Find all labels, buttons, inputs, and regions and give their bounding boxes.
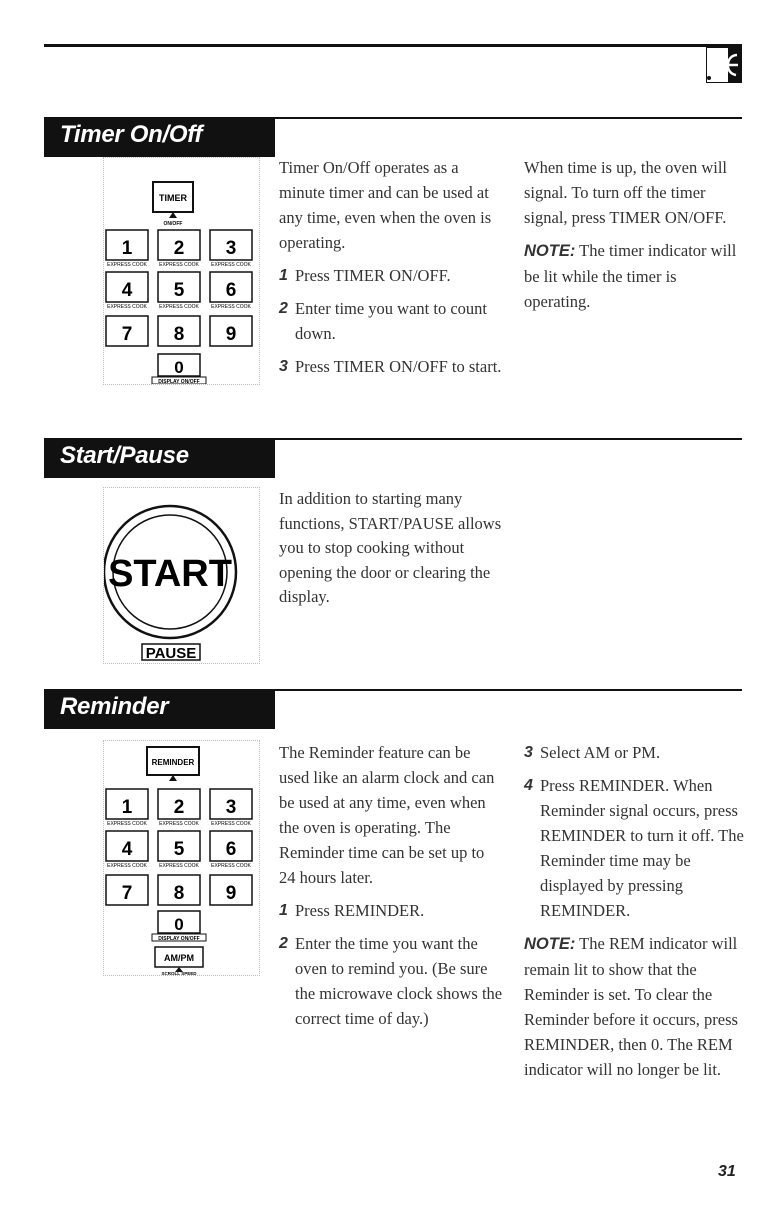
timer-digit-key-8: 8	[173, 324, 185, 345]
start-section-header	[44, 438, 742, 478]
timer-step-2: 2 Enter time you want to count down.	[279, 299, 487, 343]
timer-section-header	[44, 117, 742, 157]
reminder-column-2	[524, 740, 749, 1090]
timer-column-2	[524, 155, 739, 322]
start-key-label: START	[108, 553, 232, 595]
timer-note: NOTE: The timer indicator will be lit while the timer is operating.	[524, 241, 737, 311]
timer-digit-key-9: 9	[225, 324, 237, 345]
reminder-digit-key-9: 9	[225, 883, 237, 904]
timer-express-label-3: EXPRESS COOK	[211, 262, 251, 268]
reminder-express-label-4: EXPRESS COOK	[107, 863, 147, 869]
timer-digit-key-0: 0	[174, 358, 184, 377]
timer-section-title: Timer On/Off	[60, 121, 203, 148]
reminder-express-label-3: EXPRESS COOK	[211, 821, 251, 827]
scroll-speed-label: SCROLL SPEED	[161, 971, 197, 975]
timer-column-1	[279, 155, 504, 379]
timer-key-label: TIMER	[159, 193, 187, 203]
reminder-column-1	[279, 740, 504, 1031]
reminder-step-3: 3 Select AM or PM.	[524, 743, 661, 762]
ampm-key-label: AM/PM	[164, 953, 194, 963]
reminder-key-label: REMINDER	[151, 758, 195, 767]
timer-digit-key-5: 5	[173, 280, 185, 301]
reminder-step-1: 1 Press REMINDER.	[279, 901, 425, 920]
page-number: 31	[718, 1163, 736, 1180]
reminder-section-header	[44, 689, 742, 729]
reminder-keypad-illustration	[103, 740, 260, 976]
timer-express-label-4: EXPRESS COOK	[107, 304, 147, 310]
start-key-illustration	[103, 487, 260, 664]
reminder-digit-key-1: 1	[121, 797, 133, 818]
corner-tab-icon	[706, 47, 742, 83]
timer-digit-key-7: 7	[121, 324, 133, 345]
timer-keypad-illustration	[103, 157, 260, 385]
reminder-express-label-2: EXPRESS COOK	[159, 821, 199, 827]
reminder-digit-key-3: 3	[225, 797, 237, 818]
reminder-digit-key-5: 5	[173, 839, 185, 860]
reminder-express-label-5: EXPRESS COOK	[159, 863, 199, 869]
reminder-digit-key-6: 6	[225, 839, 237, 860]
reminder-digit-key-2: 2	[173, 797, 185, 818]
timer-digit-key-2: 2	[173, 238, 185, 259]
timer-intro: Timer On/Off operates as a minute timer and can be used at any time, even when the oven is operating.	[279, 158, 492, 252]
reminder-express-label-6: EXPRESS COOK	[211, 863, 251, 869]
reminder-intro: The Reminder feature can be used like an alarm clock and can be used at any time, even when the oven is operating. The Reminder time can be set up to 24 hours later.	[279, 743, 495, 887]
reminder-step-4: 4 Press REMINDER. When Reminder signal occurs, press REMINDER to turn it off. The Reminder time may be displayed by pressing REMINDER.	[524, 776, 744, 920]
start-section-title: Start/Pause	[60, 442, 189, 469]
timer-express-label-5: EXPRESS COOK	[159, 304, 199, 310]
timer-express-label-2: EXPRESS COOK	[159, 262, 199, 268]
reminder-step-2: 2 Enter the time you want the oven to remind you. (Be sure the microwave clock shows the correct time of day.)	[279, 934, 503, 1028]
pause-key-label: PAUSE	[145, 645, 197, 662]
timer-digit-key-3: 3	[225, 238, 237, 259]
timer-digit-key-1: 1	[121, 238, 133, 259]
reminder-digit-key-0: 0	[174, 915, 184, 934]
timer-digit-key-6: 6	[225, 280, 237, 301]
timer-key-sublabel: ON/OFF	[163, 221, 183, 227]
reminder-display-label: DISPLAY ON/OFF	[158, 936, 200, 942]
reminder-digit-key-7: 7	[121, 883, 133, 904]
timer-express-label-1: EXPRESS COOK	[107, 262, 147, 268]
reminder-section-title: Reminder	[60, 693, 169, 720]
timer-express-label-6: EXPRESS COOK	[211, 304, 251, 310]
timer-display-label: DISPLAY ON/OFF	[158, 379, 200, 384]
timer-step-1: 1 Press TIMER ON/OFF.	[279, 266, 451, 285]
top-rule	[44, 44, 742, 47]
timer-step-3: 3 Press TIMER ON/OFF to start.	[279, 357, 502, 376]
start-text: In addition to starting many functions, START/PAUSE allows you to stop cooking without opening the door or clearing the display.	[279, 489, 502, 606]
timer-signal-text: When time is up, the oven will signal. To turn off the timer signal, press TIMER ON/OFF.	[524, 158, 728, 227]
timer-digit-key-4: 4	[121, 280, 133, 301]
reminder-digit-key-8: 8	[173, 883, 185, 904]
reminder-note: NOTE: The REM indicator will remain lit to show that the Reminder is set. To clear the Reminder before it occurs, press REMINDER, then 0. The REM indicator will no longer be lit.	[524, 934, 738, 1079]
reminder-digit-key-4: 4	[121, 839, 133, 860]
reminder-express-label-1: EXPRESS COOK	[107, 821, 147, 827]
